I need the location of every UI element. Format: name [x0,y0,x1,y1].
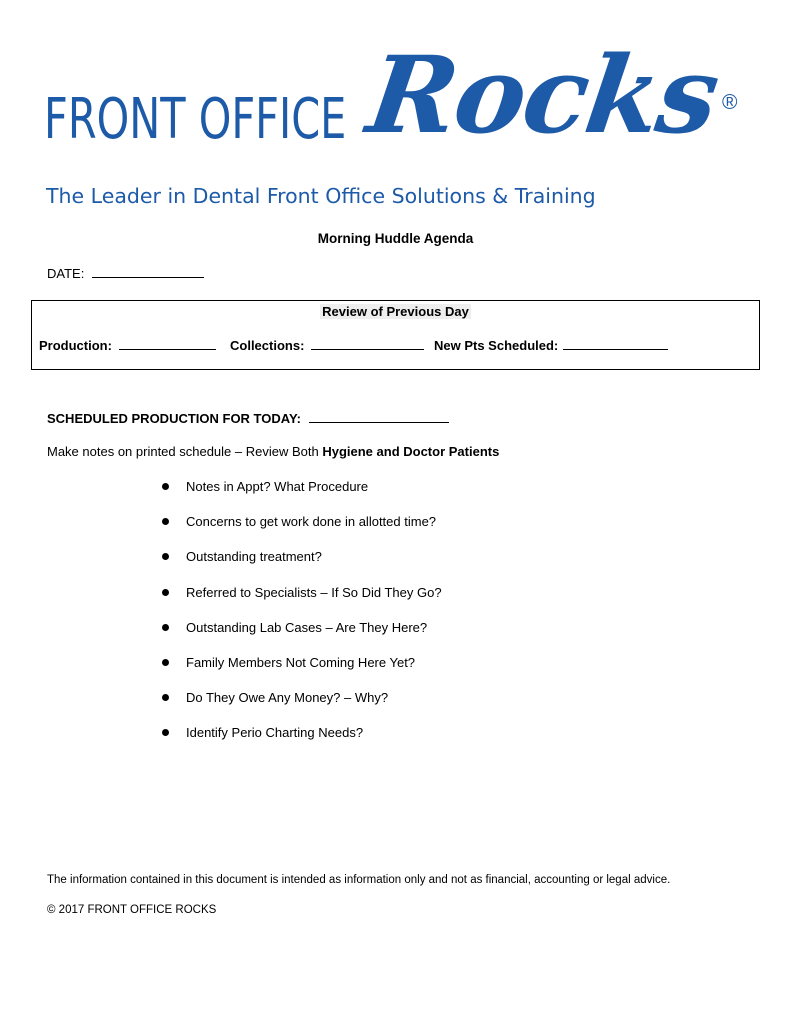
registered-mark: ® [722,91,738,114]
list-item [160,585,442,620]
list-item-text: Concerns to get work done in allotted time? [186,514,437,530]
list-item-text: Family Members Not Coming Here Yet? [186,654,416,670]
list-item-text: Referred to Specialists – If So Did They Go? [186,584,442,600]
front-office-rocks-logo [44,32,754,215]
bullet-icon [162,483,169,490]
review-previous-day-box [31,300,760,370]
list-item-text: Do They Owe Any Money? – Why? [186,690,389,706]
collections-blank-line [311,337,424,350]
review-box-title-text: Review of Previous Day [322,304,469,319]
new-pts-blank-line [563,337,668,350]
notes-prefix: Make notes on printed schedule – Review Both [47,444,323,459]
bullet-icon [162,553,169,560]
checklist [160,479,442,761]
bullet-icon [162,729,169,736]
scheduled-production-label: SCHEDULED PRODUCTION FOR TODAY: [47,411,301,426]
bullet-icon [162,624,169,631]
logo-rocks-text: Rocks [360,32,725,157]
production-field [39,337,216,353]
bullet-icon [162,518,169,525]
list-item [160,620,442,655]
new-pts-label: New Pts Scheduled: [434,338,559,353]
list-item-text: Outstanding treatment? [186,549,322,565]
list-item-text: Identify Perio Charting Needs? [186,725,364,741]
list-item [160,514,442,549]
list-item [160,655,442,690]
page-title: Morning Huddle Agenda [317,231,474,246]
scheduled-production-blank-line [309,410,449,423]
list-item [160,549,442,584]
disclaimer-text: The information contained in this document is intended as information only and not as financial, accounting or legal advice. [47,874,671,886]
list-item [160,479,442,514]
production-blank-line [119,337,216,350]
bullet-icon [162,694,169,701]
collections-label: Collections: [230,338,305,353]
bullet-icon [162,659,169,666]
date-field [47,265,204,281]
copyright-text: © 2017 FRONT OFFICE ROCKS [47,904,217,916]
bullet-icon [162,589,169,596]
review-box-title [32,304,759,319]
date-blank-line [92,265,204,278]
list-item-text: Outstanding Lab Cases – Are They Here? [186,619,428,635]
notes-instruction [47,444,499,459]
list-item [160,690,442,725]
scheduled-production-field [47,410,449,426]
new-pts-field [434,337,668,353]
logo-front-office-text: FRONT OFFICE [44,87,347,152]
list-item-text: Notes in Appt? What Procedure [186,479,369,494]
collections-field [230,337,424,353]
logo-tagline: The Leader in Dental Front Office Solutions & Training [46,184,596,208]
list-item [160,725,442,760]
notes-bold: Hygiene and Doctor Patients [322,444,500,459]
date-label: DATE: [47,266,85,281]
production-label: Production: [39,338,112,353]
